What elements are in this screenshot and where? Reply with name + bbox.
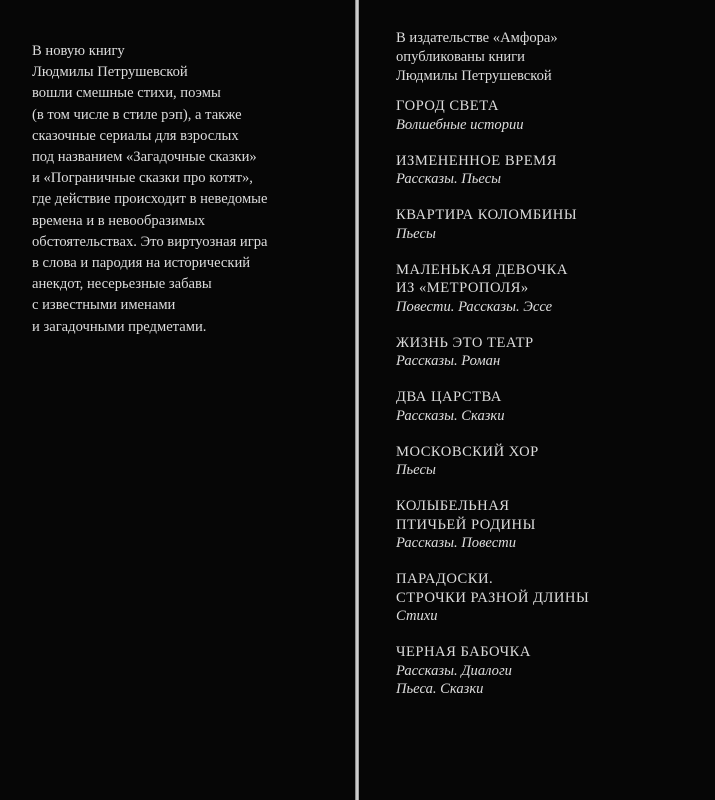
book-title [396, 443, 589, 462]
blurb-line: и «Пограничные сказки про котят», [32, 170, 253, 187]
blurb-line: под названием «Загадочные сказки» [32, 149, 257, 166]
book-genre [396, 352, 589, 371]
book-genre-line: Рассказы. Сказки [396, 407, 505, 424]
blurb-line: с известными именами [32, 297, 176, 314]
blurb-line: (в том числе в стиле рэп), а также [32, 106, 242, 123]
book-title-line: ДВА ЦАРСТВА [396, 389, 502, 405]
book-entry [396, 206, 589, 243]
book-genre-line: Повести. Рассказы. Эссе [396, 298, 553, 315]
book-title-line: ЖИЗНЬ ЭТО ТЕАТР [396, 334, 534, 351]
blurb-line: В новую книгу [32, 43, 125, 59]
book-title-line: ПАРАДОСКИ. [396, 571, 494, 587]
blurb-line: сказочные сериалы для взрослых [32, 127, 239, 144]
blurb-line: Людмилы Петрушевской [32, 64, 188, 81]
book-title [396, 497, 589, 534]
publisher-intro [396, 29, 558, 87]
book-genre-line: Рассказы. Повести [396, 535, 517, 551]
blurb-line: анекдот, несерьезные забавы [32, 276, 212, 293]
book-genre-line: Пьесы [396, 462, 436, 478]
book-genre [396, 407, 589, 426]
book-title [396, 261, 589, 298]
book-title [396, 152, 589, 171]
intro-line: Людмилы Петрушевской [396, 68, 552, 85]
book-entry [396, 97, 589, 134]
book-title [396, 206, 589, 225]
book-genre [396, 534, 589, 553]
left-page [0, 0, 355, 800]
book-genre [396, 170, 589, 189]
blurb-line: в слова и пародия на исторический [32, 255, 251, 272]
book-title-line: КОЛЫБЕЛЬНАЯ [396, 498, 510, 514]
book-title-line: КВАРТИРА КОЛОМБИНЫ [396, 207, 578, 223]
book-entry [396, 443, 589, 480]
book-entry [396, 570, 589, 626]
book-genre [396, 225, 589, 244]
book-entry [396, 334, 589, 371]
book-title-line: ЧЕРНАЯ БАБОЧКА [396, 644, 531, 660]
book-description [32, 41, 342, 338]
blurb-line: где действие происходит в неведомые [32, 191, 268, 208]
book-title [396, 570, 589, 607]
book-genre [396, 116, 589, 135]
blurb-line: времена и в невообразимых [32, 212, 206, 229]
book-title [396, 643, 589, 662]
book-title [396, 388, 589, 407]
book-list [396, 97, 589, 716]
book-entry [396, 497, 589, 553]
book-title-line: МОСКОВСКИЙ ХОР [396, 443, 539, 460]
intro-line: опубликованы книги [396, 49, 525, 66]
blurb-line: обстоятельствах. Это виртуозная игра [32, 233, 268, 250]
book-title-line: ИЗМЕНЕННОЕ ВРЕМЯ [396, 152, 557, 169]
book-title-line: ИЗ «МЕТРОПОЛЯ» [396, 280, 529, 296]
blurb-line: вошли смешные стихи, поэмы [32, 85, 221, 102]
book-entry [396, 643, 589, 699]
book-genre [396, 461, 589, 480]
book-genre-line: Рассказы. Пьесы [396, 171, 502, 187]
book-title-line: МАЛЕНЬКАЯ ДЕВОЧКА [396, 261, 568, 278]
book-genre-line: Стихи [396, 608, 438, 624]
book-genre-line: Пьеса. Сказки [396, 681, 484, 697]
book-title [396, 97, 589, 116]
book-genre-line: Рассказы. Роман [396, 353, 501, 369]
book-genre [396, 662, 589, 699]
book-genre [396, 607, 589, 626]
book-title [396, 334, 589, 353]
book-entry [396, 152, 589, 189]
book-title-line: ГОРОД СВЕТА [396, 98, 499, 114]
book-title-line: ПТИЧЬЕЙ РОДИНЫ [396, 516, 536, 533]
book-entry [396, 261, 589, 317]
book-genre-line: Волшебные истории [396, 116, 524, 133]
right-page [359, 0, 715, 800]
book-genre-line: Рассказы. Диалоги [396, 662, 512, 679]
book-entry [396, 388, 589, 425]
book-genre-line: Пьесы [396, 225, 436, 242]
book-title-line: СТРОЧКИ РАЗНОЙ ДЛИНЫ [396, 589, 590, 606]
blurb-line: и загадочными предметами. [32, 318, 207, 335]
intro-line: В издательстве «Амфора» [396, 30, 558, 46]
book-genre [396, 298, 589, 317]
